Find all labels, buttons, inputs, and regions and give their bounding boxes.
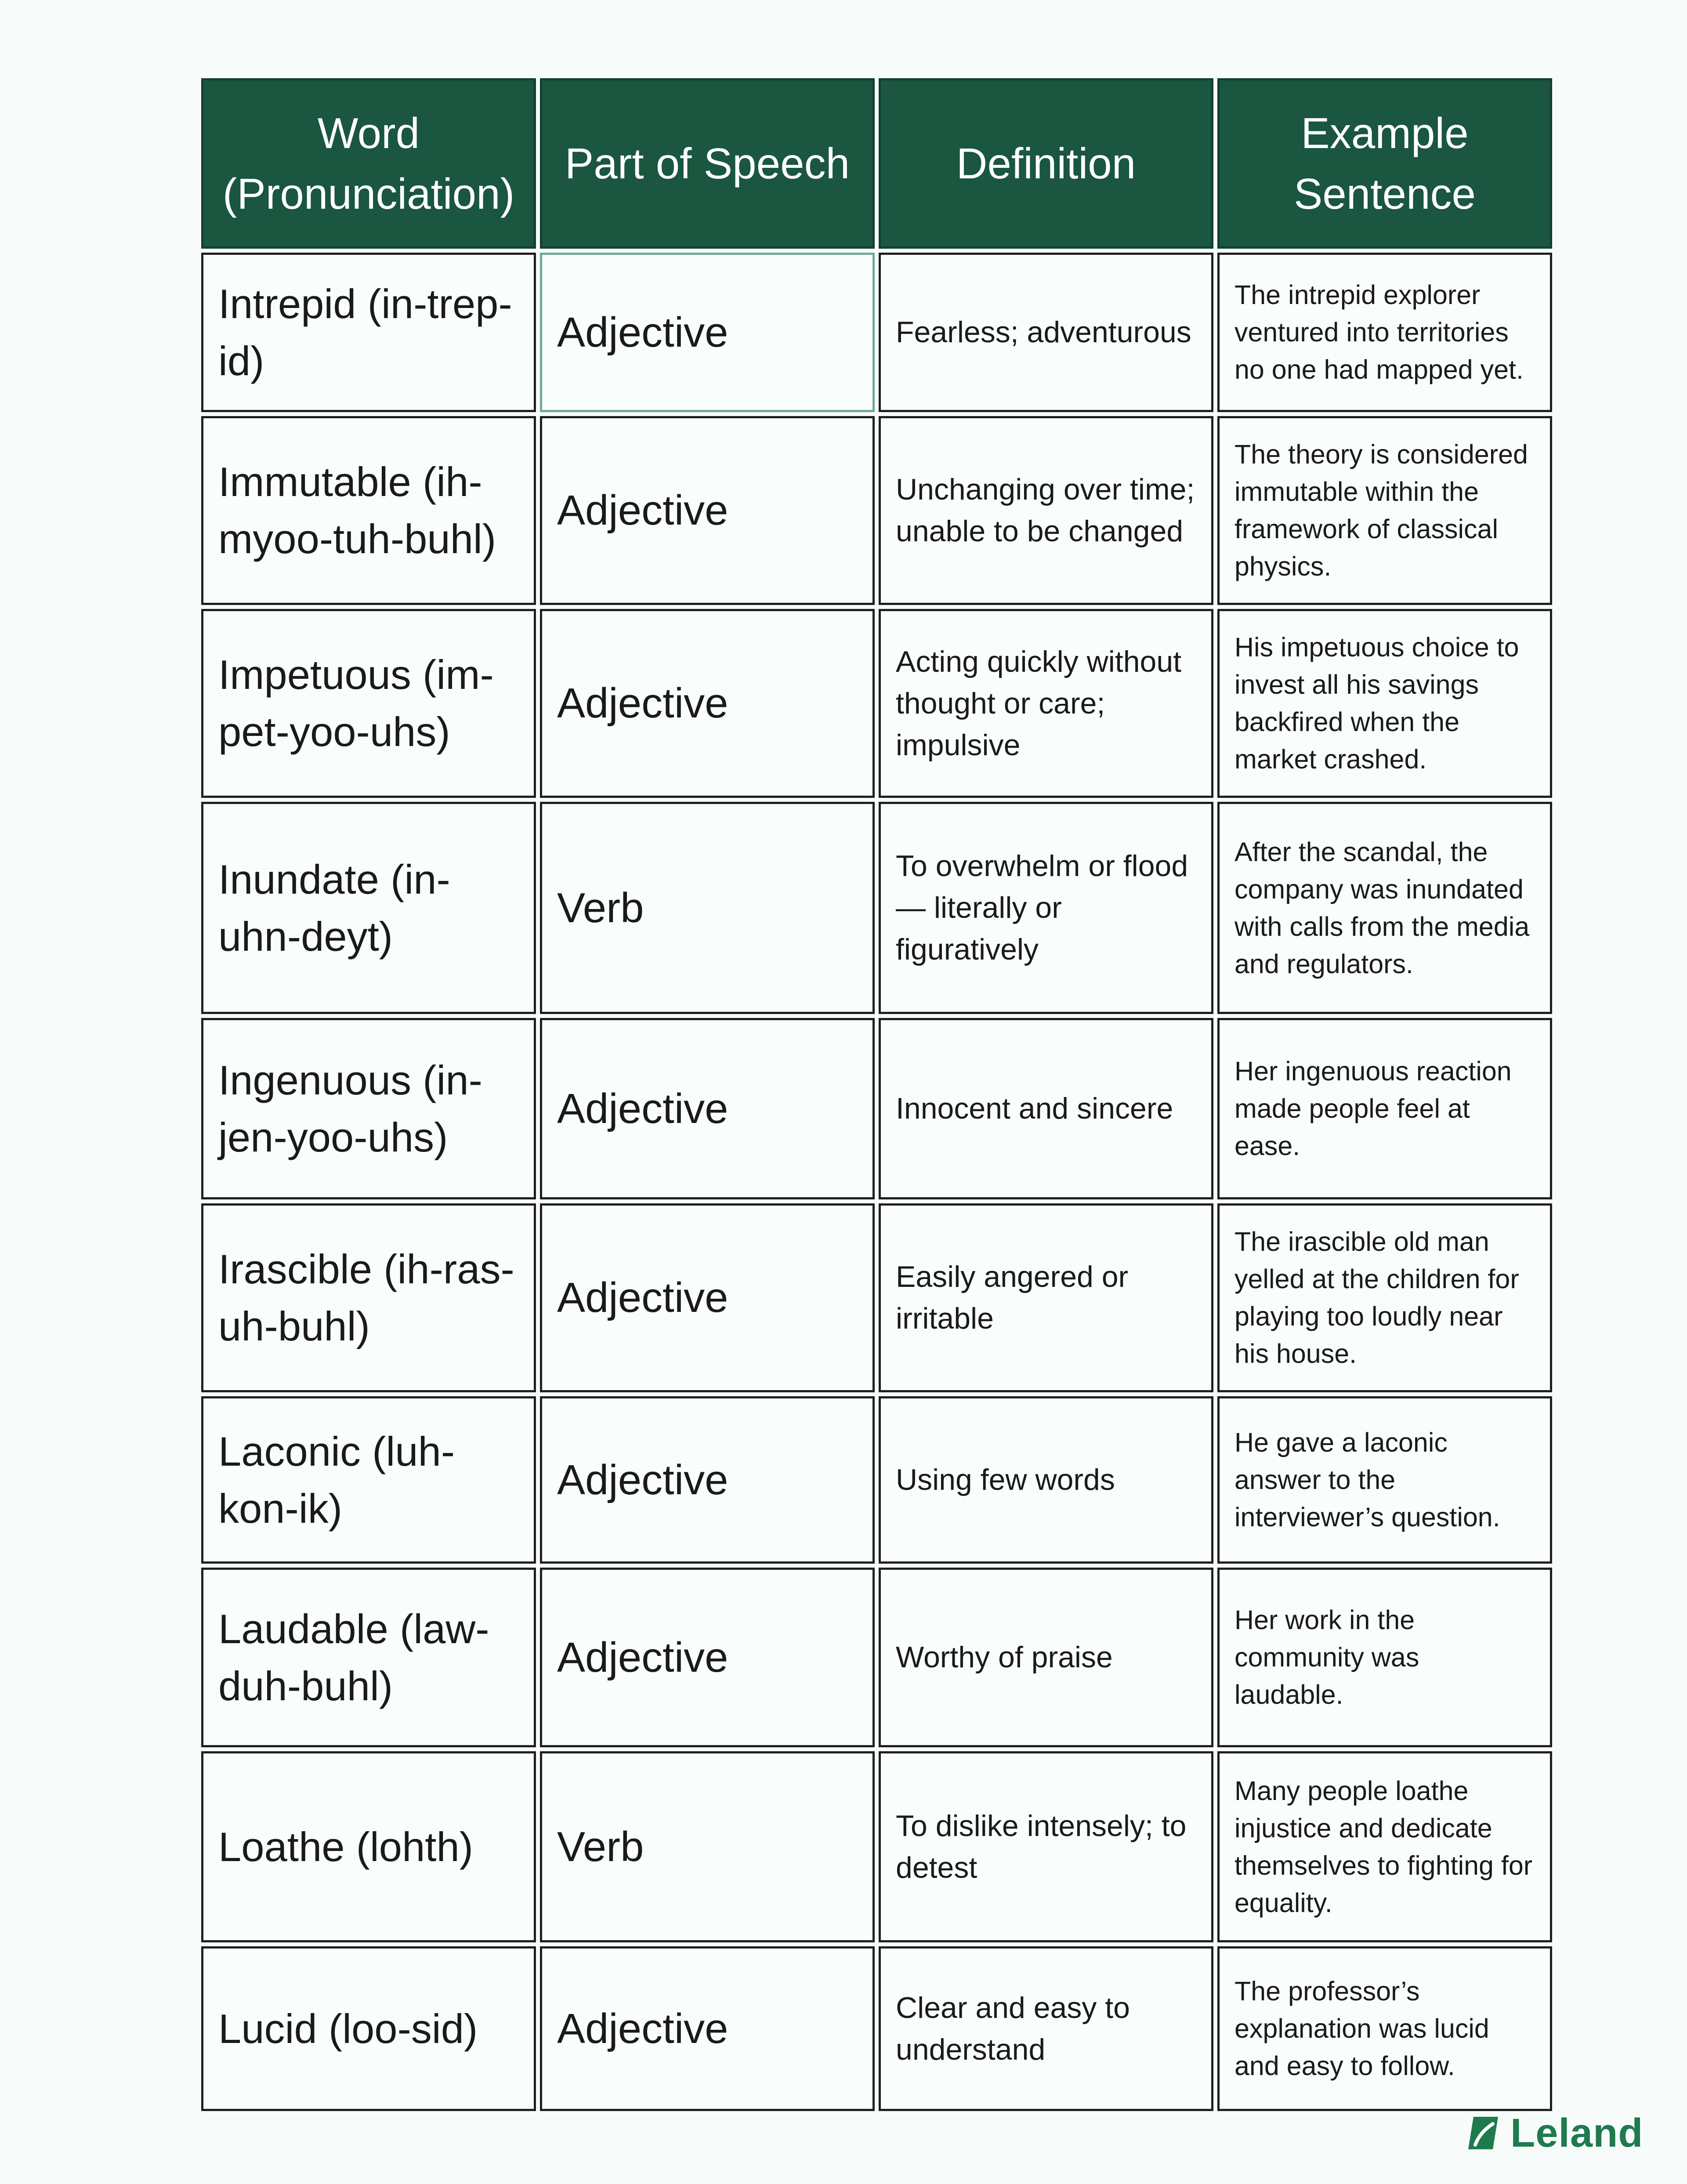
cell-example[interactable]: The professor’s explanation was lucid and easy to follow. bbox=[1217, 1946, 1552, 2111]
cell-definition[interactable]: To dislike intensely; to detest bbox=[879, 1751, 1213, 1942]
cell-word[interactable]: Impetuous (im-pet-yoo-uhs) bbox=[201, 609, 536, 798]
cell-definition[interactable]: To overwhelm or flood — literally or figuratively bbox=[879, 802, 1213, 1014]
cell-part-of-speech[interactable]: Adjective bbox=[540, 1203, 875, 1392]
cell-example[interactable]: After the scandal, the company was inundated with calls from the media and regulators. bbox=[1217, 802, 1552, 1014]
cell-word[interactable]: Immutable (ih-myoo-tuh-buhl) bbox=[201, 416, 536, 605]
cell-part-of-speech[interactable]: Verb bbox=[540, 802, 875, 1014]
cell-definition[interactable]: Easily angered or irritable bbox=[879, 1203, 1213, 1392]
cell-example[interactable]: The intrepid explorer ventured into territories no one had mapped yet. bbox=[1217, 253, 1552, 412]
cell-part-of-speech[interactable]: Adjective bbox=[540, 1946, 875, 2111]
cell-definition[interactable]: Unchanging over time; unable to be changed bbox=[879, 416, 1213, 605]
cell-word[interactable]: Irascible (ih-ras-uh-buhl) bbox=[201, 1203, 536, 1392]
vocabulary-table bbox=[201, 78, 1552, 2086]
cell-part-of-speech[interactable]: Verb bbox=[540, 1751, 875, 1942]
header-word: Word (Pronunciation) bbox=[201, 78, 536, 249]
cell-word[interactable]: Ingenuous (in-jen-yoo-uhs) bbox=[201, 1018, 536, 1199]
cell-example[interactable]: The irascible old man yelled at the children for playing too loudly near his house. bbox=[1217, 1203, 1552, 1392]
cell-word[interactable]: Intrepid (in-trep-id) bbox=[201, 253, 536, 412]
cell-example[interactable]: He gave a laconic answer to the interviewer’s question. bbox=[1217, 1396, 1552, 1564]
cell-part-of-speech[interactable]: Adjective bbox=[540, 1018, 875, 1199]
cell-example[interactable]: Many people loathe injustice and dedicate themselves to fighting for equality. bbox=[1217, 1751, 1552, 1942]
cell-definition[interactable]: Worthy of praise bbox=[879, 1568, 1213, 1747]
cell-definition[interactable]: Innocent and sincere bbox=[879, 1018, 1213, 1199]
cell-word[interactable]: Inundate (in-uhn-deyt) bbox=[201, 802, 536, 1014]
cell-part-of-speech[interactable]: Adjective bbox=[540, 416, 875, 605]
brand-logo bbox=[1467, 2102, 1643, 2164]
cell-example[interactable]: Her work in the community was laudable. bbox=[1217, 1568, 1552, 1747]
cell-example[interactable]: His impetuous choice to invest all his savings backfired when the market crashed. bbox=[1217, 609, 1552, 798]
cell-word[interactable]: Laconic (luh-kon-ik) bbox=[201, 1396, 536, 1564]
cell-part-of-speech-selected[interactable]: Adjective bbox=[540, 253, 875, 412]
header-definition: Definition bbox=[879, 78, 1213, 249]
cell-example[interactable]: The theory is considered immutable within the framework of classical physics. bbox=[1217, 416, 1552, 605]
cell-definition[interactable]: Acting quickly without thought or care; impulsive bbox=[879, 609, 1213, 798]
cell-word[interactable]: Laudable (law-duh-buhl) bbox=[201, 1568, 536, 1747]
cell-example[interactable]: Her ingenuous reaction made people feel at ease. bbox=[1217, 1018, 1552, 1199]
cell-definition[interactable]: Fearless; adventurous bbox=[879, 253, 1213, 412]
brand-name: Leland bbox=[1510, 2110, 1644, 2155]
cell-word[interactable]: Loathe (lohth) bbox=[201, 1751, 536, 1942]
header-example-sentence: Example Sentence bbox=[1217, 78, 1552, 249]
cell-part-of-speech[interactable]: Adjective bbox=[540, 609, 875, 798]
leaf-logo-icon bbox=[1467, 2114, 1499, 2152]
cell-part-of-speech[interactable]: Adjective bbox=[540, 1568, 875, 1747]
cell-word[interactable]: Lucid (loo-sid) bbox=[201, 1946, 536, 2111]
cell-definition[interactable]: Clear and easy to understand bbox=[879, 1946, 1213, 2111]
cell-part-of-speech[interactable]: Adjective bbox=[540, 1396, 875, 1564]
header-part-of-speech: Part of Speech bbox=[540, 78, 875, 249]
cell-definition[interactable]: Using few words bbox=[879, 1396, 1213, 1564]
